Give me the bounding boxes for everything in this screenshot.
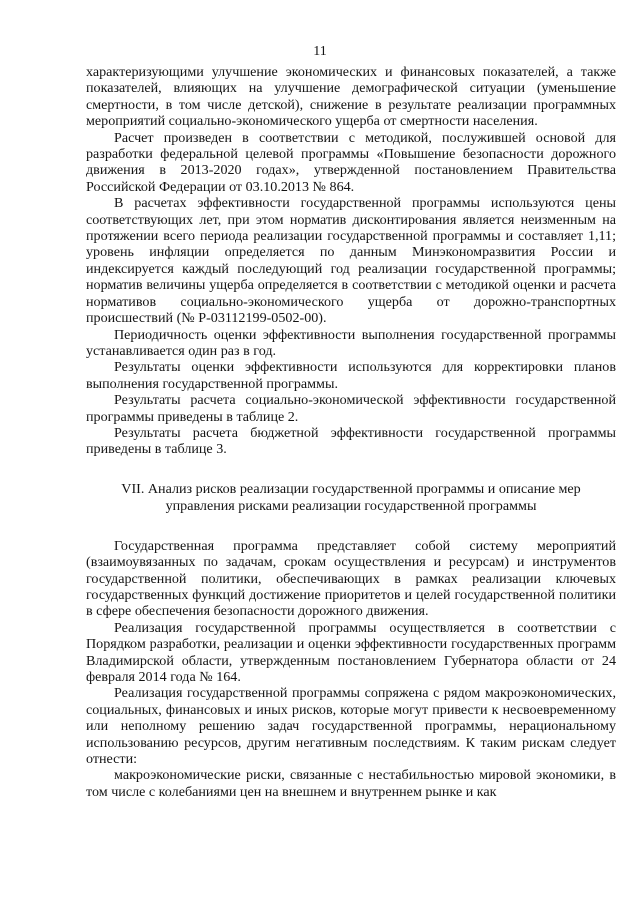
page-number: 11	[313, 44, 327, 59]
document-body	[86, 64, 616, 800]
paragraph: Результаты оценки эффективности используются для корректировки планов выполнения государственной программы.	[86, 359, 616, 392]
paragraph: макроэкономические риски, связанные с нестабильностью мировой экономики, в том числе с колебаниями цен на внешнем и внутреннем рынке и как	[86, 767, 616, 800]
section-heading-line-1: VII. Анализ рисков реализации государственной программы и описание мер	[121, 480, 581, 497]
section-heading	[86, 481, 616, 515]
section-heading-line-2: управления рисками реализации государственной программы	[165, 497, 537, 514]
paragraph: Расчет произведен в соответствии с методикой, послужившей основой для разработки федеральной целевой программы «Повышение безопасности дорожного движения в 2013-2020 годах», утвержденной постановлением Правительства Российской Федерации от 03.10.2013 № 864.	[86, 129, 616, 195]
paragraph: Реализация государственной программы осуществляется в соответствии с Порядком разработки, реализации и оценки эффективности государственных программ Владимирской области, утвержденным постановлением Губернатора области от 24 февраля 2014 года № 164.	[86, 619, 616, 685]
paragraph: характеризующими улучшение экономических и финансовых показателей, а также показателей, влияющих на улучшение демографической ситуации (уменьшение смертности, в том числе детской), снижение в результате реализации программных мероприятий социально-экономического ущерба от смертности населения.	[86, 64, 616, 130]
paragraph: Результаты расчета социально-экономической эффективности государственной программы приведены в таблице 2.	[86, 392, 616, 425]
paragraph: Периодичность оценки эффективности выполнения государственной программы устанавливается один раз в год.	[86, 326, 616, 359]
paragraph: Государственная программа представляет собой систему мероприятий (взаимоувязанных по задачам, срокам осуществления и ресурсам) и инструментов государственной политики, обеспечивающих в рамках реализации ключевых государственных функций достижение приоритетов и целей государственной политики в сфере обеспечения безопасности дорожного движения.	[86, 537, 616, 620]
paragraph: Результаты расчета бюджетной эффективности государственной программы приведены в таблице 3.	[86, 424, 616, 458]
paragraph: Реализация государственной программы сопряжена с рядом макроэкономических, социальных, финансовых и иных рисков, которые могут привести к несвоевременному или неполному решению задач государственной программы, нерациональному использованию ресурсов, другим негативным последствиям. К таким рискам следует отнести:	[86, 685, 616, 768]
paragraph: В расчетах эффективности государственной программы используются цены соответствующих лет, при этом норматив дисконтирования является неизменным на протяжении всего периода реализации государственной программы и составляет 1,11; уровень инфляции определяется по данным Минэкономразвития России и индексируется каждый последующий год реализации государственной программы; норматив величины ущерба определяется в соответствии с методикой оценки и расчета нормативов социально-экономического ущерба от дорожно-транспортных происшествий (№ Р-03112199-0502-00).	[86, 195, 616, 327]
